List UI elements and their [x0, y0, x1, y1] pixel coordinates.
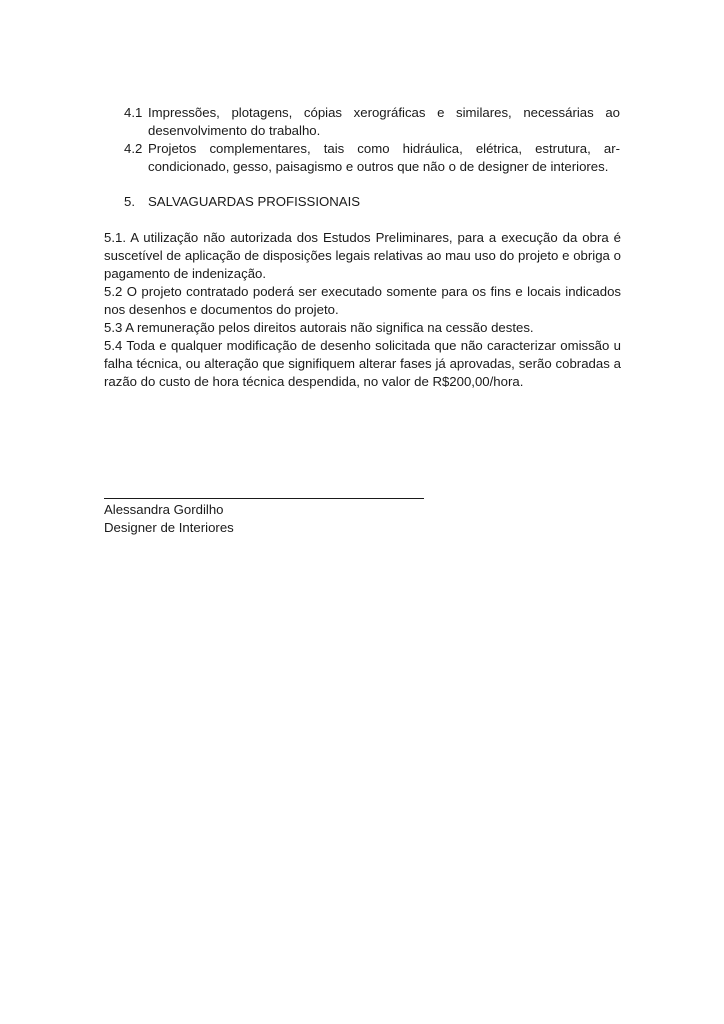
- section-number: 5.: [124, 194, 135, 209]
- signer-role: Designer de Interiores: [104, 520, 234, 535]
- item-number: 4.1: [124, 105, 143, 120]
- subitems-list: [124, 104, 620, 176]
- signer-name: Alessandra Gordilho: [104, 502, 224, 517]
- signature-line: [104, 498, 424, 499]
- item-text: Impressões, plotagens, cópias xerográficas e similares, necessárias ao desenvolvimento do trabalho.: [148, 105, 620, 138]
- clauses-block: [104, 229, 621, 391]
- list-item: [124, 104, 620, 140]
- list-item: [124, 140, 620, 176]
- section-title: SALVAGUARDAS PROFISSIONAIS: [148, 194, 361, 209]
- signature-block: [104, 498, 444, 537]
- item-number: 4.2: [124, 141, 143, 156]
- clause-paragraph: 5.4 Toda e qualquer modificação de desenho solicitada que não caracterizar omissão u falha técnica, ou alteração que signifiquem alterar fases já aprovadas, serão cobradas a razão do custo de hora técnica despendida, no valor de R$200,00/hora.: [104, 338, 621, 389]
- item-text: Projetos complementares, tais como hidráulica, elétrica, estrutura, ar-condicionado, gesso, paisagismo e outros que não o de designer de interiores.: [148, 141, 620, 174]
- clause-paragraph: 5.3 A remuneração pelos direitos autorais não significa na cessão destes.: [104, 320, 534, 335]
- clause-paragraph: 5.2 O projeto contratado poderá ser executado somente para os fins e locais indicados nos desenhos e documentos do projeto.: [104, 284, 621, 317]
- clause-paragraph: 5.1. A utilização não autorizada dos Estudos Preliminares, para a execução da obra é suscetível de aplicação de disposições legais relativas ao mau uso do projeto e obriga o pagamento de indenização.: [104, 230, 621, 281]
- section-heading: [124, 193, 620, 211]
